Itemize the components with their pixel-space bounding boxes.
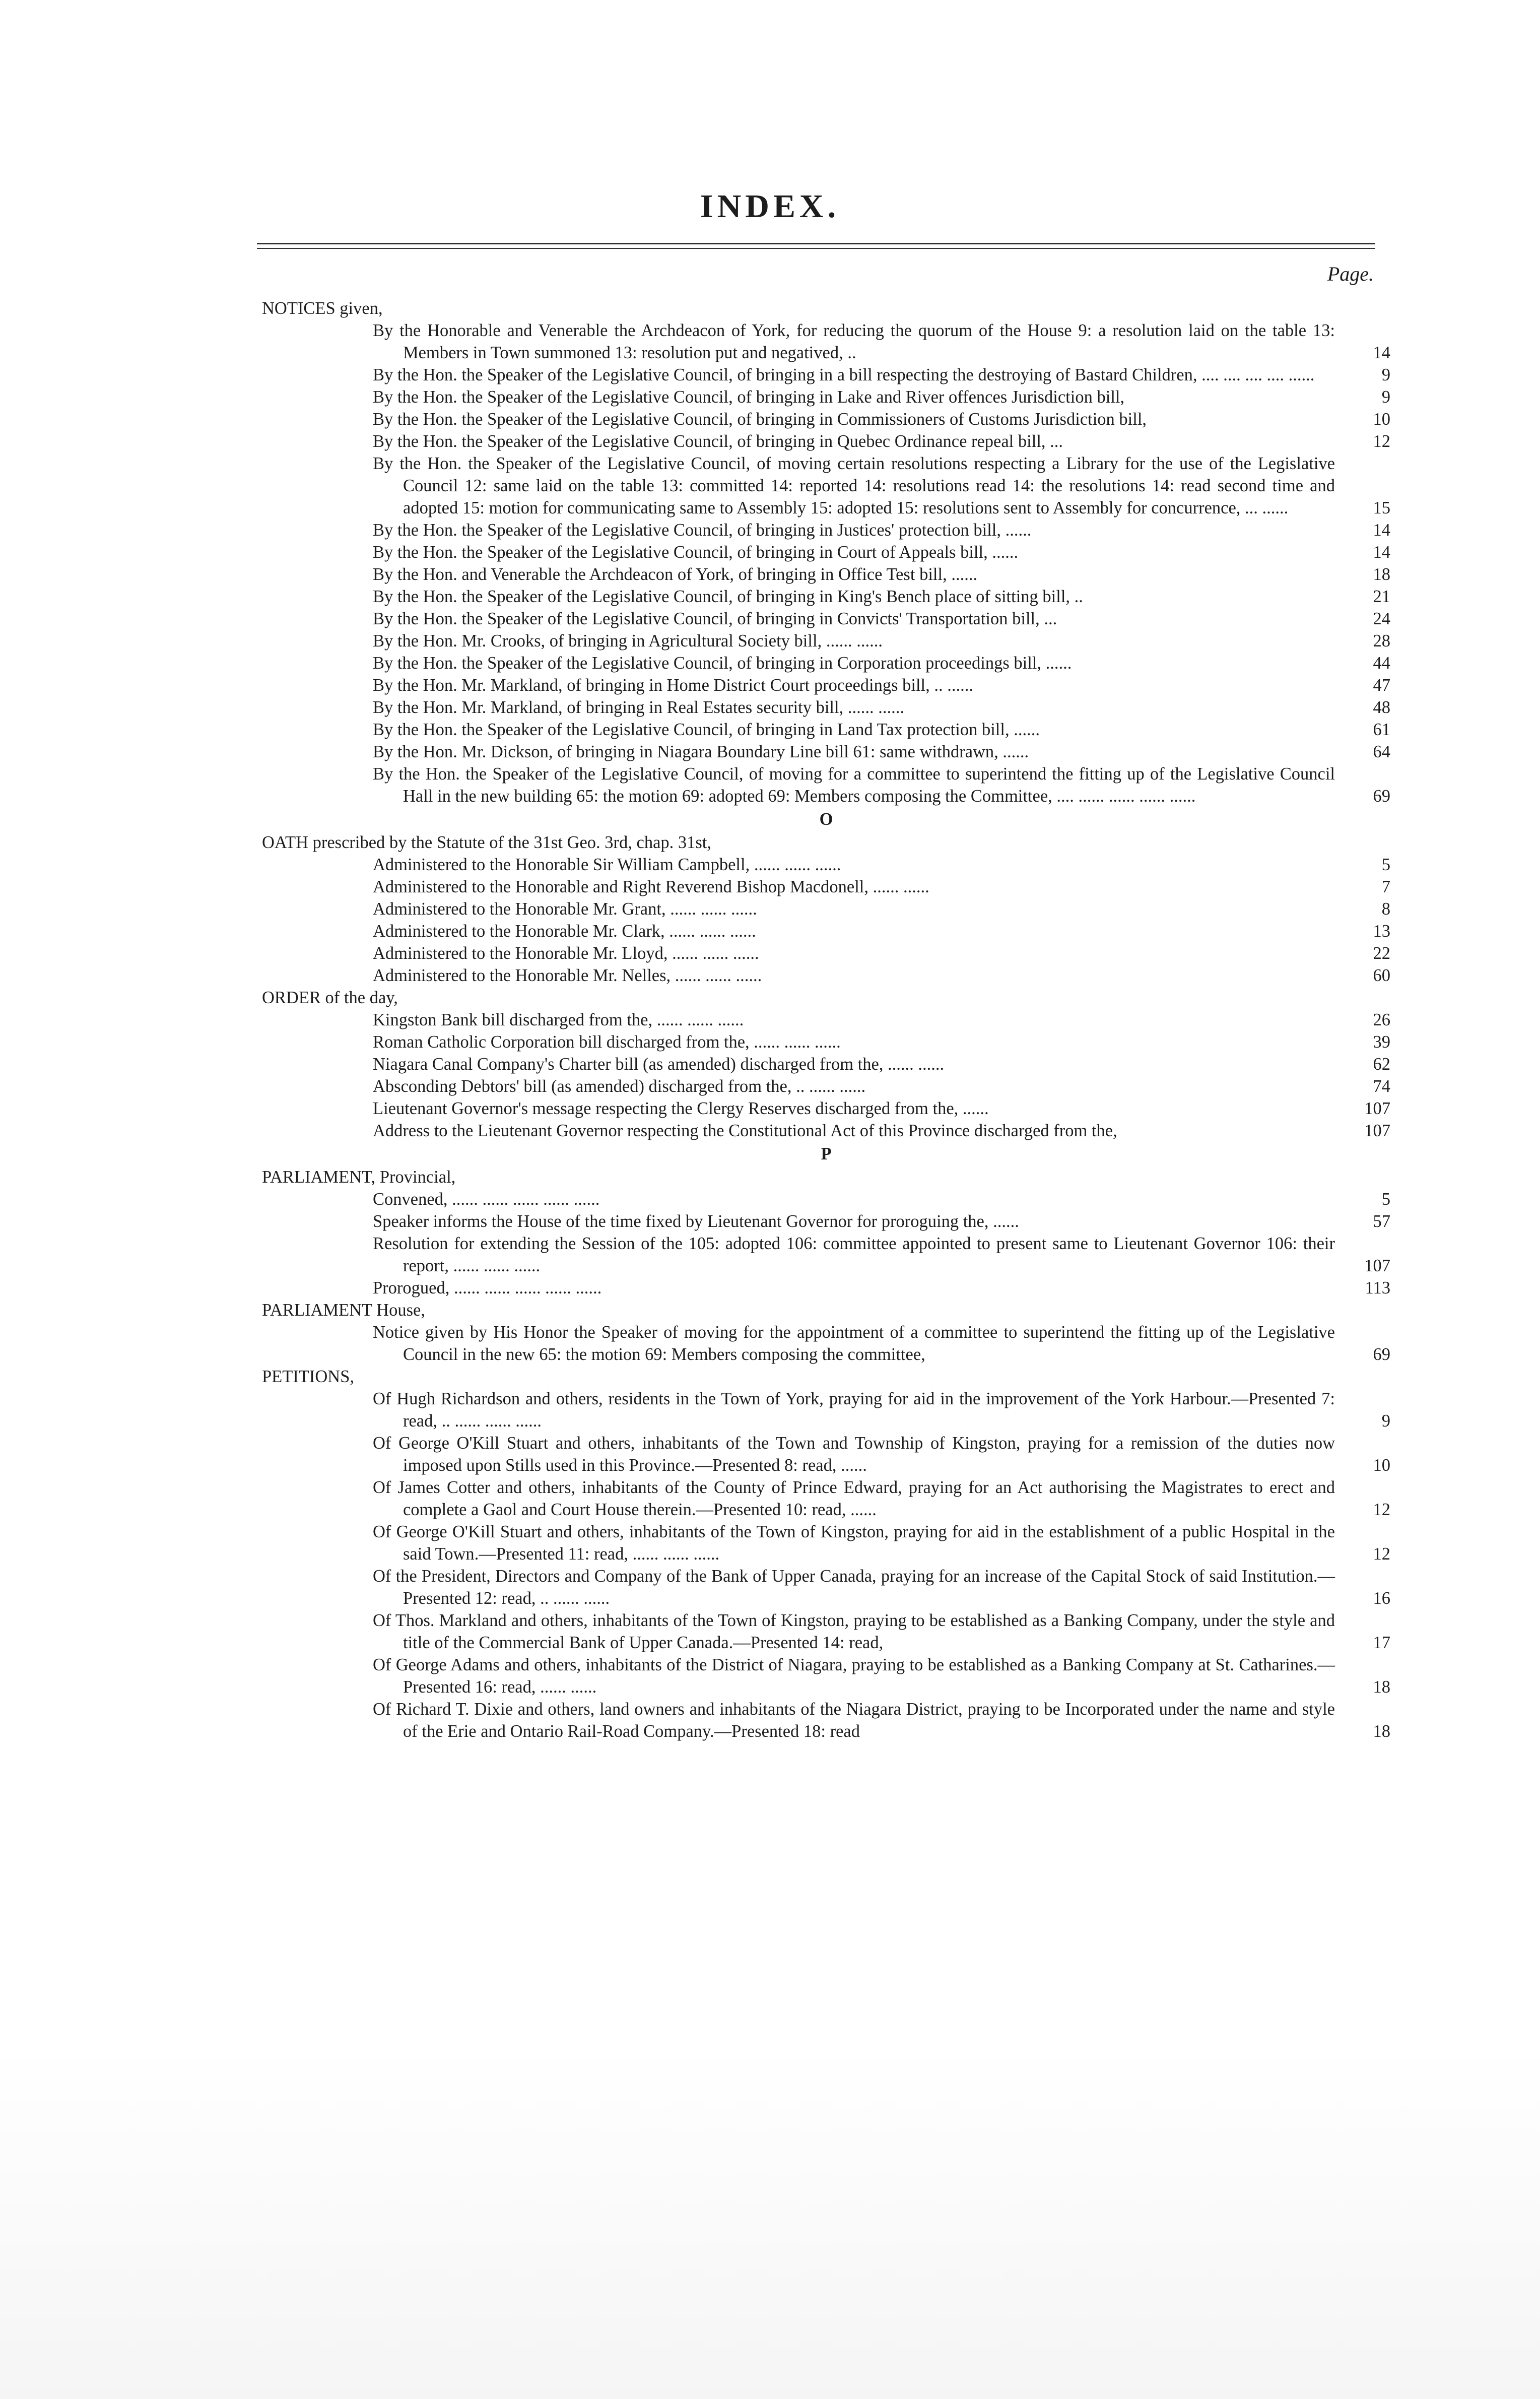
entry-page-number: 24	[1373, 609, 1390, 628]
index-entry	[373, 408, 1390, 430]
entry-page-number: 14	[1373, 543, 1390, 562]
section-letter: O	[819, 810, 833, 829]
index-entry	[373, 1009, 1390, 1031]
section-heading: PETITIONS,	[262, 1367, 355, 1386]
entry-text: Convened, ...... ...... ...... ...... ......	[373, 1190, 600, 1209]
entry-text: Administered to the Honorable and Right Reverend Bishop Macdonell, ...... ......	[373, 877, 929, 896]
entry-page-number: 15	[1373, 498, 1390, 517]
entry-text: By the Hon. the Speaker of the Legislative Council, of bringing in Justices' protection bill, ......	[373, 521, 1032, 540]
section-letter: P	[821, 1144, 832, 1163]
section-heading: NOTICES given,	[262, 299, 383, 318]
index-entry	[373, 541, 1390, 563]
entry-page-number: 17	[1373, 1633, 1390, 1652]
entry-text: By the Hon. the Speaker of the Legislative Council, of bringing in Commissioners of Customs Jurisdiction bill,	[373, 410, 1147, 429]
index-entry	[373, 430, 1390, 452]
index-entry	[373, 1053, 1390, 1075]
entry-text: Speaker informs the House of the time fixed by Lieutenant Governor for proroguing the, ......	[373, 1212, 1019, 1231]
entry-page-number: 5	[1381, 1190, 1390, 1209]
index-entry	[373, 964, 1390, 987]
section-heading: ORDER of the day,	[262, 988, 398, 1007]
entry-text: Of Thos. Markland and others, inhabitants of the Town of Kingston, praying to be established as a Banking Company, under the style and title of the Commercial Bank of Upper Canada.—Presented 14: read,	[373, 1611, 1335, 1652]
entry-page-number: 44	[1373, 654, 1390, 673]
entry-text: Of the President, Directors and Company of the Bank of Upper Canada, praying for an increase of the Capital Stock of said Institution.—Presented 12: read, .. ...... ......	[373, 1567, 1335, 1608]
section-heading: PARLIAMENT, Provincial,	[262, 1168, 456, 1187]
entry-text: Administered to the Honorable Sir William Campbell, ...... ...... ......	[373, 855, 841, 874]
entry-page-number: 12	[1373, 1500, 1390, 1519]
entry-text: By the Hon. the Speaker of the Legislative Council, of bringing in Land Tax protection bill, ......	[373, 720, 1040, 739]
entry-page-number: 8	[1381, 899, 1390, 919]
entry-text: Of George Adams and others, inhabitants of the District of Niagara, praying to be established as a Banking Company at St. Catharines.—Presented 16: read, ...... ......	[373, 1655, 1335, 1697]
index-entry	[373, 1654, 1390, 1698]
entry-text: By the Hon. Mr. Crooks, of bringing in Agricultural Society bill, ...... ......	[373, 631, 883, 651]
entry-page-number: 39	[1373, 1032, 1390, 1052]
entry-text: Resolution for extending the Session of the 105: adopted 106: committee appointed to present same to Lieutenant Governor 106: their report, ...... ...... ......	[373, 1234, 1335, 1275]
entry-page-number: 113	[1365, 1278, 1390, 1298]
entry-page-number: 18	[1373, 565, 1390, 584]
index-entry	[373, 1075, 1390, 1097]
entry-page-number: 107	[1364, 1121, 1390, 1140]
entry-text: By the Hon. and Venerable the Archdeacon of York, of bringing in Office Test bill, ......	[373, 565, 978, 584]
entry-page-number: 21	[1373, 587, 1390, 606]
index-entry	[373, 1210, 1390, 1233]
entry-text: By the Hon. Mr. Markland, of bringing in Real Estates security bill, ...... ......	[373, 698, 904, 717]
index-title: INDEX.	[700, 188, 840, 225]
index-entry	[373, 1097, 1390, 1120]
index-entry	[373, 1120, 1390, 1142]
entry-text: Of George O'Kill Stuart and others, inhabitants of the Town and Township of Kingston, praying for a remission of the duties now imposed upon Stills used in this Province.—Presented 8: read, ......	[373, 1434, 1335, 1475]
index-entry	[373, 319, 1390, 364]
entry-page-number: 7	[1381, 877, 1390, 896]
entry-text: Roman Catholic Corporation bill discharged from the, ...... ...... ......	[373, 1032, 841, 1052]
index-entry	[373, 1321, 1390, 1366]
entry-text: Of Richard T. Dixie and others, land owners and inhabitants of the Niagara District, praying to be Incorporated under the name and style of the Erie and Ontario Rail-Road Company.—Presented 18: read	[373, 1700, 1335, 1741]
index-entry	[373, 763, 1390, 807]
index-entry	[373, 608, 1390, 630]
entry-text: By the Hon. the Speaker of the Legislative Council, of bringing in Quebec Ordinance repeal bill, ...	[373, 432, 1063, 451]
page-column-label: Page.	[1327, 263, 1374, 285]
entry-text: By the Hon. the Speaker of the Legislative Council, of bringing in Court of Appeals bill, ......	[373, 543, 1019, 562]
index-entry	[373, 696, 1390, 719]
entry-text: Of James Cotter and others, inhabitants of the County of Prince Edward, praying for an Act authorising the Magistrates to erect and complete a Gaol and Court House therein.—Presented 10: read, ......	[373, 1478, 1335, 1519]
index-entry	[373, 942, 1390, 964]
title-rule-top	[257, 243, 1375, 244]
entry-text: Of George O'Kill Stuart and others, inhabitants of the Town of Kingston, praying for aid in the establishment of a public Hospital in the said Town.—Presented 11: read, ...... ...... ......	[373, 1522, 1335, 1564]
entry-text: Kingston Bank bill discharged from the, ...... ...... ......	[373, 1010, 744, 1029]
entry-text: Lieutenant Governor's message respecting the Clergy Reserves discharged from the, ......	[373, 1099, 989, 1118]
index-entry	[373, 1521, 1390, 1565]
entry-page-number: 69	[1373, 1345, 1390, 1364]
index-entry	[373, 364, 1390, 386]
entry-page-number: 18	[1373, 1722, 1390, 1741]
index-entry	[373, 1565, 1390, 1609]
entry-page-number: 61	[1373, 720, 1390, 739]
entry-page-number: 10	[1373, 410, 1390, 429]
entry-text: By the Hon. the Speaker of the Legislative Council, of bringing in a bill respecting the destroying of Bastard Children, .... .... .... .... ......	[373, 365, 1315, 384]
entry-text: By the Hon. Mr. Dickson, of bringing in Niagara Boundary Line bill 61: same withdrawn, ......	[373, 742, 1029, 761]
entry-page-number: 64	[1373, 742, 1390, 761]
index-entry	[373, 1233, 1390, 1277]
section-heading: PARLIAMENT House,	[262, 1301, 425, 1320]
index-entry	[373, 1388, 1390, 1432]
index-entry	[373, 1188, 1390, 1210]
entry-page-number: 60	[1373, 966, 1390, 985]
entry-page-number: 74	[1373, 1077, 1390, 1096]
index-entry	[373, 452, 1390, 519]
entry-page-number: 69	[1373, 787, 1390, 806]
entry-text: Niagara Canal Company's Charter bill (as amended) discharged from the, ...... ......	[373, 1055, 945, 1074]
entry-page-number: 16	[1373, 1589, 1390, 1608]
entry-page-number: 13	[1373, 922, 1390, 941]
entry-text: By the Honorable and Venerable the Archdeacon of York, for reducing the quorum of the House 9: a resolution laid on the table 13: Members in Town summoned 13: resolution put and negatived, ..	[373, 321, 1335, 362]
entry-page-number: 107	[1364, 1099, 1390, 1118]
index-entry	[373, 563, 1390, 586]
entry-page-number: 22	[1373, 944, 1390, 963]
entry-page-number: 9	[1381, 387, 1390, 407]
index-entry	[373, 1277, 1390, 1299]
entry-page-number: 12	[1373, 1544, 1390, 1564]
index-entry	[373, 386, 1390, 408]
entry-page-number: 62	[1373, 1055, 1390, 1074]
index-entry	[373, 898, 1390, 920]
entry-page-number: 28	[1373, 631, 1390, 651]
entry-page-number: 9	[1381, 1411, 1390, 1431]
entry-page-number: 5	[1381, 855, 1390, 874]
index-entry	[373, 1432, 1390, 1476]
index-entry	[373, 1031, 1390, 1053]
entry-page-number: 10	[1373, 1456, 1390, 1475]
entry-text: Absconding Debtors' bill (as amended) discharged from the, .. ...... ......	[373, 1077, 866, 1096]
entry-text: By the Hon. the Speaker of the Legislative Council, of moving for a committee to superintend the fitting up of the Legislative Council Hall in the new building 65: the motion 69: adopted 69: Members composing the Committee, .... ...... ...... ...... ......	[373, 764, 1335, 806]
entry-text: Administered to the Honorable Mr. Nelles, ...... ...... ......	[373, 966, 762, 985]
entry-page-number: 107	[1364, 1256, 1390, 1275]
entry-text: Prorogued, ...... ...... ...... ...... ......	[373, 1278, 602, 1298]
entry-page-number: 26	[1373, 1010, 1390, 1029]
index-entry	[373, 674, 1390, 696]
entry-text: By the Hon. the Speaker of the Legislative Council, of bringing in Convicts' Transportation bill, ...	[373, 609, 1057, 628]
section-heading: OATH prescribed by the Statute of the 31st Geo. 3rd, chap. 31st,	[262, 833, 712, 852]
entry-text: Address to the Lieutenant Governor respecting the Constitutional Act of this Province discharged from the,	[373, 1121, 1117, 1140]
index-entry	[373, 630, 1390, 652]
index-entry	[373, 519, 1390, 541]
entry-page-number: 14	[1373, 343, 1390, 362]
paper-texture	[0, 2046, 1540, 2399]
entry-page-number: 14	[1373, 521, 1390, 540]
entry-page-number: 12	[1373, 432, 1390, 451]
index-entry	[373, 652, 1390, 674]
entry-text: Administered to the Honorable Mr. Lloyd, ...... ...... ......	[373, 944, 759, 963]
entry-text: By the Hon. the Speaker of the Legislative Council, of moving certain resolutions respecting a Library for the use of the Legislative Council 12: same laid on the table 13: committed 14: reported 14: resolutions read 14: the resolutions 14: read second time and adopted 15: motion for communicating same to Assembly 15: adopted 15: resolutions sent to Assembly for concurrence, ... ......	[373, 454, 1335, 517]
entry-text: By the Hon. the Speaker of the Legislative Council, of bringing in Lake and River offences Jurisdiction bill,	[373, 387, 1125, 407]
index-content	[262, 297, 1390, 1742]
index-entry	[373, 741, 1390, 763]
index-entry	[373, 920, 1390, 942]
entry-page-number: 57	[1373, 1212, 1390, 1231]
index-entry	[373, 719, 1390, 741]
index-entry	[373, 586, 1390, 608]
entry-text: By the Hon. Mr. Markland, of bringing in Home District Court proceedings bill, .. ......	[373, 676, 974, 695]
entry-text: Administered to the Honorable Mr. Clark, ...... ...... ......	[373, 922, 756, 941]
entry-page-number: 47	[1373, 676, 1390, 695]
entry-page-number: 9	[1381, 365, 1390, 384]
index-entry	[373, 876, 1390, 898]
entry-page-number: 18	[1373, 1677, 1390, 1697]
entry-text: Administered to the Honorable Mr. Grant, ...... ...... ......	[373, 899, 757, 919]
entry-text: Of Hugh Richardson and others, residents in the Town of York, praying for aid in the improvement of the York Harbour.—Presented 7: read, .. ...... ...... ......	[373, 1389, 1335, 1431]
title-rule-bottom	[257, 248, 1375, 249]
index-entry	[373, 1476, 1390, 1521]
index-entry	[373, 1609, 1390, 1654]
index-entry	[373, 854, 1390, 876]
entry-text: By the Hon. the Speaker of the Legislative Council, of bringing in Corporation proceedings bill, ......	[373, 654, 1072, 673]
entry-text: Notice given by His Honor the Speaker of moving for the appointment of a committee to superintend the fitting up of the Legislative Council in the new 65: the motion 69: Members composing the committee,	[373, 1323, 1335, 1364]
entry-page-number: 48	[1373, 698, 1390, 717]
entry-text: By the Hon. the Speaker of the Legislative Council, of bringing in King's Bench place of sitting bill, ..	[373, 587, 1083, 606]
index-entry	[373, 1698, 1390, 1742]
